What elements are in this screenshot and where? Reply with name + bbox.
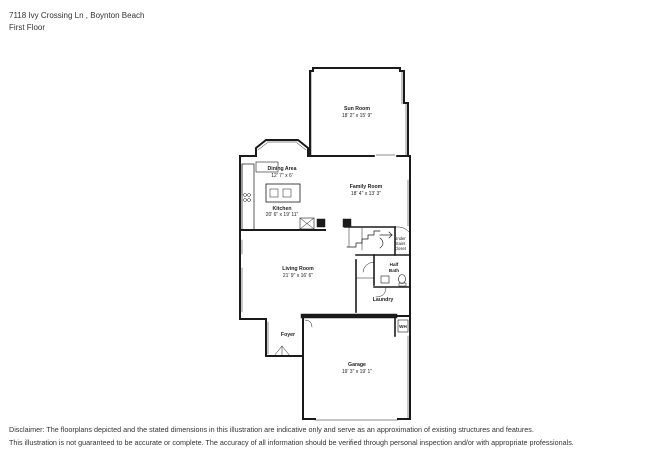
property-address: 7118 Ivy Crossing Ln , Boynton Beach xyxy=(9,11,145,20)
foyer-name: Foyer xyxy=(280,332,296,338)
garage-walls xyxy=(303,316,410,420)
family-room-name: Family Room xyxy=(349,184,383,190)
sun-room-dims: 18' 2" x 15' 9" xyxy=(341,113,373,119)
garage-name: Garage xyxy=(348,362,366,368)
under-stairs-label-2: Stairs xyxy=(394,241,406,246)
half-bath-label-1: Half xyxy=(389,262,399,267)
half-bath-label-2: Bath xyxy=(388,268,400,273)
under-stairs-label-1: Under xyxy=(394,236,406,241)
half-bath-laundry-walls xyxy=(356,255,410,312)
right-wall xyxy=(408,156,410,315)
laundry-label: Laundry xyxy=(372,297,394,303)
kitchen-name: Kitchen xyxy=(272,206,292,212)
garage-dims: 19' 3" x 19' 1" xyxy=(341,369,373,375)
living-room-dims: 21' 9" x 16' 6" xyxy=(282,273,314,279)
living-room-name: Living Room xyxy=(282,266,314,272)
sun-room-walls xyxy=(310,68,408,156)
sun-room-name: Sun Room xyxy=(344,106,370,112)
floor-label: First Floor xyxy=(9,23,45,32)
garage-front-wall xyxy=(303,316,410,336)
disclaimer-line-2: This illustration is not guaranteed to be accurate or complete. The accuracy of all information should be verified through personal inspection and/or with appropriate professionals. xyxy=(9,438,574,447)
dining-bay-walls xyxy=(240,140,410,156)
water-heater-label: WH xyxy=(399,324,407,329)
family-room-dims: 18' 4" x 13' 3" xyxy=(350,191,382,197)
dining-area-name: Dining Area xyxy=(267,166,297,172)
under-stairs-label-3: Closet xyxy=(394,246,406,251)
left-wall xyxy=(240,156,266,319)
kitchen-dims: 20' 6" x 19' 11" xyxy=(265,212,299,218)
disclaimer-line-1: Disclaimer: The floorplans depicted and the stated dimensions in this illustration are indicative only and serve as an approximation of existing structures and features. xyxy=(9,425,534,434)
dining-area-dims: 12' 7" x 6' xyxy=(271,173,293,179)
